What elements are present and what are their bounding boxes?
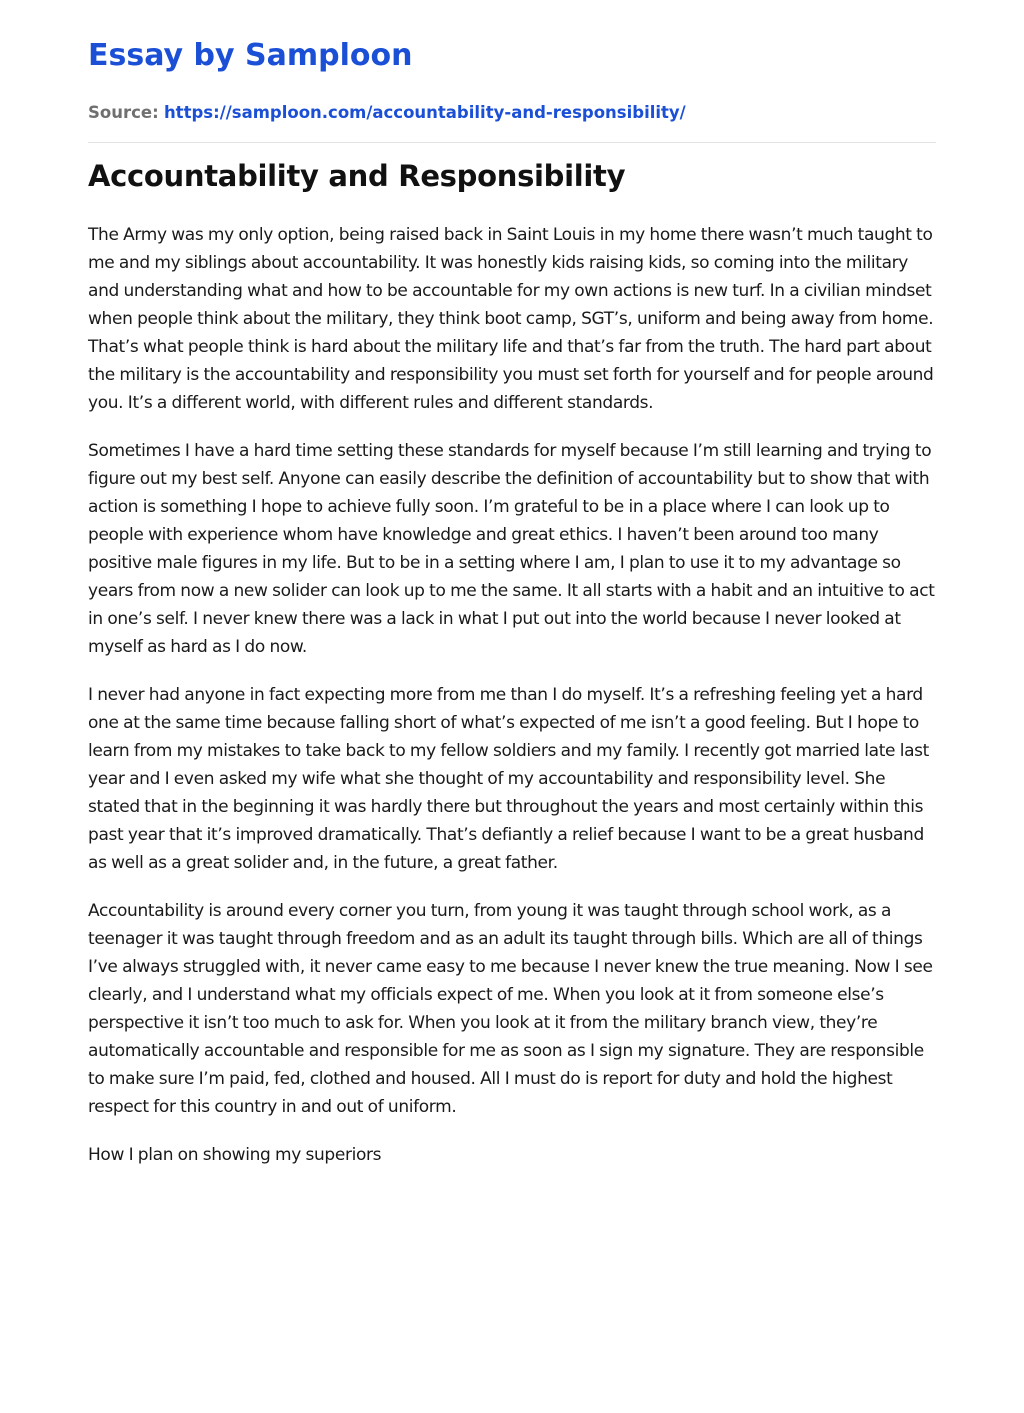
header-divider — [88, 142, 936, 143]
source-link[interactable]: https://samploon.com/accountability-and-responsibility/ — [163, 103, 686, 122]
essay-paragraph-1: The Army was my only option, being raised back in Saint Louis in my home there wasn’t much taught to me and my siblings about accountability. It was honestly kids raising kids, so coming into the military and understanding what and how to be accountable for my own actions is new turf. In a civilian mindset when people think about the military, they think boot camp, SGT’s, uniform and being away from home. That’s what people think is hard about the military life and that’s far from the truth. The hard part about the military is the accountability and responsibility you must set forth for yourself and for people around you. It’s a different world, with different rules and different standards. — [88, 225, 934, 413]
source-line — [88, 102, 686, 124]
essay-title: Accountability and Responsibility — [88, 159, 626, 193]
essay-body — [88, 221, 940, 1189]
essay-paragraph-3: I never had anyone in fact expecting more from me than I do myself. It’s a refreshing feeling yet a hard one at the same time because falling short of what’s expected of me isn’t a good feeling. But I hope to learn from my mistakes to take back to my fellow soldiers and my family. I recently got married late last year and I even asked my wife what she thought of my accountability and responsibility level. She stated that in the beginning it was hardly there but throughout the years and most certainly within this past year that it’s improved dramatically. That’s defiantly a relief because I want to be a great husband as well as a great solider and, in the future, a great father. — [88, 685, 929, 873]
source-label: Source: — [88, 103, 159, 122]
essay-paragraph-5: How I plan on showing my superiors — [88, 1145, 382, 1165]
site-brand-title[interactable]: Essay by Samploon — [88, 38, 413, 73]
essay-paragraph-2: Sometimes I have a hard time setting these standards for myself because I’m still learning and trying to figure out my best self. Anyone can easily describe the definition of accountability but to show that with action is something I hope to achieve fully soon. I’m grateful to be in a place where I can look up to people with experience whom have knowledge and great ethics. I haven’t been around too many positive male figures in my life. But to be in a setting where I am, I plan to use it to my advantage so years from now a new solider can look up to me the same. It all starts with a habit and an intuitive to act in one’s self. I never knew there was a lack in what I put out into the world because I never looked at myself as hard as I do now. — [88, 441, 935, 657]
essay-paragraph-4: Accountability is around every corner you turn, from young it was taught through school work, as a teenager it was taught through freedom and as an adult its taught through bills. Which are all of things I’ve always struggled with, it never came easy to me because I never knew the true meaning. Now I see clearly, and I understand what my officials expect of me. When you look at it from someone else’s perspective it isn’t too much to ask for. When you look at it from the military branch view, they’re automatically accountable and responsible for me as soon as I sign my signature. They are responsible to make sure I’m paid, fed, clothed and housed. All I must do is report for duty and hold the highest respect for this country in and out of uniform. — [88, 901, 933, 1117]
